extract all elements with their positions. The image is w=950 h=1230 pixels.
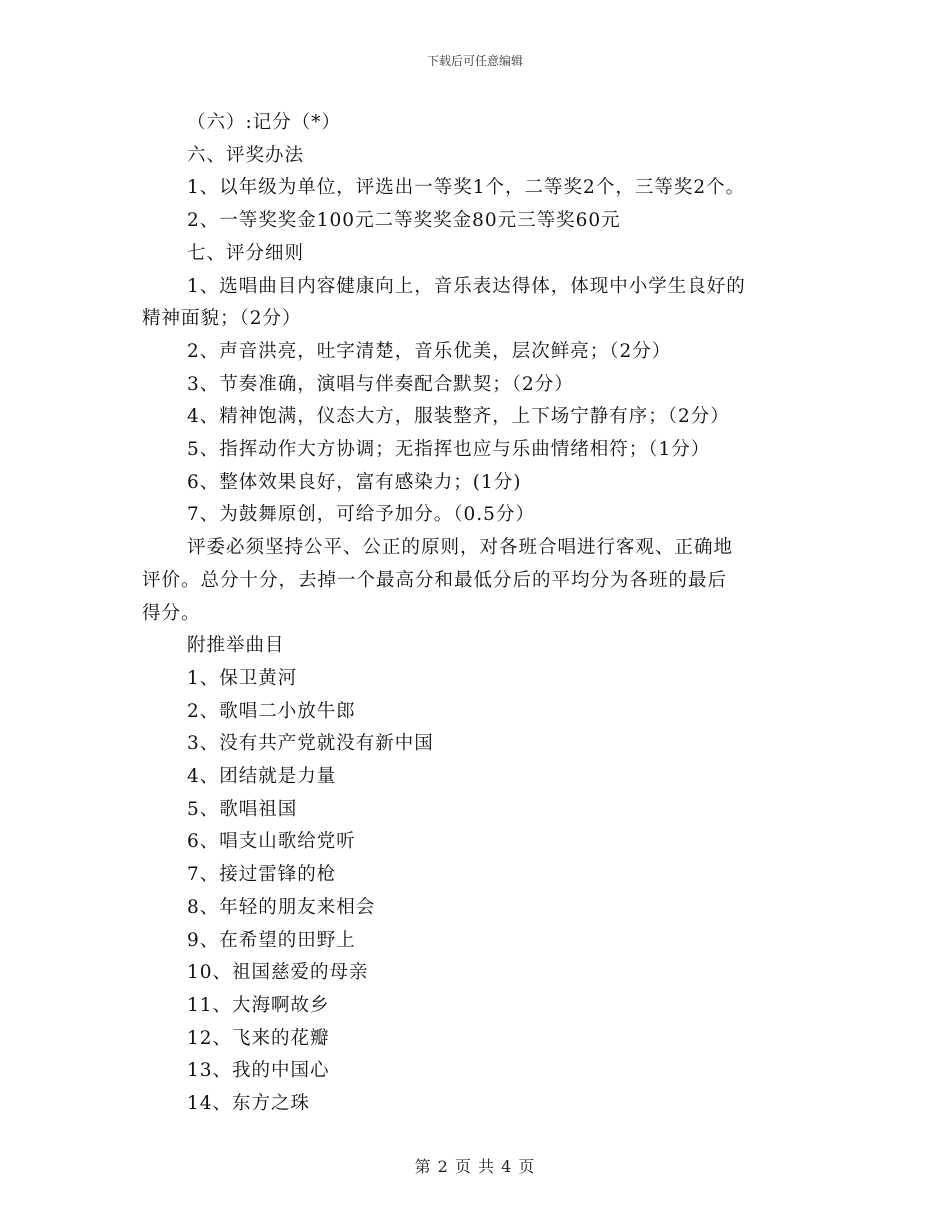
text-line: 3、节奏准确，演唱与伴奏配合默契；（2分） [187,373,574,395]
document-body [142,107,822,1121]
text-line: 10、祖国慈爱的母亲 [187,962,369,984]
text-line: （六）:记分（*） [187,112,341,133]
text-line: 5、指挥动作大方协调；无指挥也应与乐曲情绪相符；（1分） [187,439,711,461]
text-line: 评价。总分十分，去掉一个最高分和最低分后的平均分为各班的最后 [142,569,728,591]
text-line: 4、团结就是力量 [187,766,337,788]
text-line: 附推举曲目 [187,635,285,657]
text-line: 14、东方之珠 [187,1093,311,1115]
text-line: 七、评分细则 [187,242,305,264]
text-line: 11、大海啊故乡 [187,994,330,1016]
text-line: 7、为鼓舞原创，可给予加分。（0.5分） [187,504,535,526]
text-line: 1、保卫黄河 [187,667,298,689]
text-line: 六、评奖办法 [187,144,305,166]
page-header: 下载后可任意编辑 [426,54,523,68]
text-line: 2、歌唱二小放牛郎 [187,700,356,722]
text-line: 评委必须坚持公平、公正的原则，对各班合唱进行客观、正确地 [187,537,734,559]
text-line: 13、我的中国心 [187,1060,330,1082]
text-line: 精神面貌；（2分） [142,308,302,330]
text-line: 6、整体效果良好，富有感染力；(1分) [187,471,522,493]
text-line: 3、没有共产党就没有新中国 [187,733,434,755]
text-line: 9、在希望的田野上 [187,929,356,951]
text-line: 12、飞来的花瓣 [187,1027,330,1049]
text-line: 6、唱支山歌给党听 [187,831,356,853]
text-line: 2、一等奖奖金100元二等奖奖金80元三等奖60元 [187,210,621,232]
text-line: 1、选唱曲目内容健康向上，音乐表达得体，体现中小学生良好的 [187,275,746,297]
text-line: 5、歌唱祖国 [187,798,298,820]
text-line: 得分。 [142,602,201,624]
text-line: 7、接过雷锋的枪 [187,864,337,886]
text-line: 4、精神饱满，仪态大方，服装整齐，上下场宁静有序；（2分） [187,406,730,428]
page-footer: 第 2 页 共 4 页 [414,1157,536,1176]
text-line: 2、声音洪亮，吐字清楚，音乐优美，层次鲜亮；（2分） [187,340,672,362]
text-line: 8、年轻的朋友来相会 [187,896,376,918]
text-line: 1、以年级为单位，评选出一等奖1个，二等奖2个，三等奖2个。 [187,177,746,199]
